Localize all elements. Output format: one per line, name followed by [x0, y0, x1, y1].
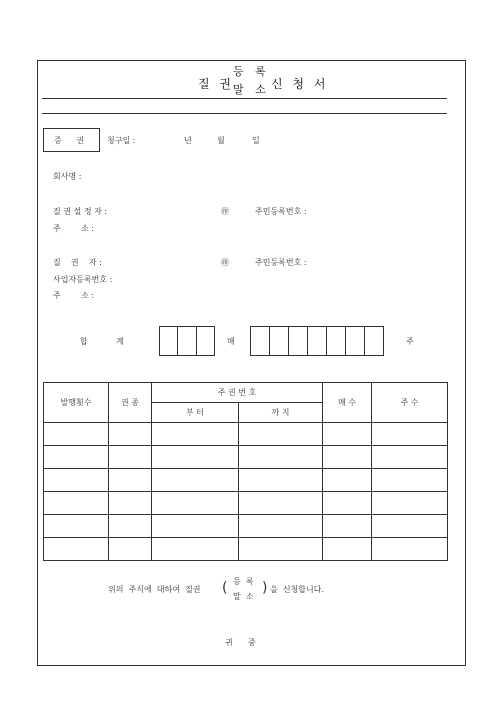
table-cell [109, 492, 152, 515]
header-cert-no: 주 권 번 호 [152, 383, 323, 403]
table-cell [109, 515, 152, 538]
table-cell [152, 423, 239, 446]
table-cell [323, 446, 372, 469]
table-cell [323, 538, 372, 561]
title-left: 질 권 [198, 77, 234, 91]
table-row [44, 515, 448, 538]
header-sheets: 매 수 [323, 383, 372, 423]
table-body [44, 423, 448, 561]
statement-right: 을 신청합니다. [270, 585, 324, 594]
table-cell [239, 492, 323, 515]
pledgee-label: 질 권 자 : [53, 258, 102, 267]
table-cell [323, 492, 372, 515]
header-from: 부 터 [152, 403, 239, 423]
title-rule-top [42, 98, 447, 99]
table-row [44, 538, 448, 561]
table-cell [152, 515, 239, 538]
shares-cell [308, 327, 327, 355]
header-issue-count: 발행횟수 [44, 383, 109, 423]
table-cell [372, 423, 448, 446]
title-stack-bottom: 말 소 [233, 83, 270, 96]
header-shares: 주 수 [372, 383, 448, 423]
statement-stack-top: 등 록 [233, 577, 254, 586]
pledgor-address-label: 주 소 : [53, 224, 95, 233]
table-cell [372, 469, 448, 492]
total-label: 합 [80, 337, 88, 346]
pledgee-id-label: 주민등록번호 : [255, 258, 307, 267]
shares-cells [250, 326, 384, 356]
table-cell [323, 423, 372, 446]
header-type: 권 종 [109, 383, 152, 423]
table-cell [44, 492, 109, 515]
title-rule-bottom [42, 113, 447, 114]
table-cell [239, 515, 323, 538]
table-row [44, 423, 448, 446]
header-to: 까 지 [239, 403, 323, 423]
table-cell [152, 538, 239, 561]
shares-cell [270, 327, 289, 355]
close-paren: ) [262, 580, 268, 596]
pledgor-label: 질 권 설 정 자 : [53, 207, 108, 216]
table-cell [372, 515, 448, 538]
pledgee-address-label: 주 소 : [53, 291, 95, 300]
table-cell [109, 538, 152, 561]
sheets-cell [160, 327, 178, 355]
shares-cell [289, 327, 308, 355]
table-cell [152, 469, 239, 492]
company-label: 회사명 : [53, 172, 82, 181]
table-cell [372, 538, 448, 561]
table-cell [44, 538, 109, 561]
shares-cell [346, 327, 365, 355]
shares-cell [365, 327, 383, 355]
shares-cell [327, 327, 346, 355]
stock-label: 증 권 [54, 136, 90, 145]
statement-stack-bottom: 말 소 [233, 592, 254, 601]
year-label: 년 [184, 136, 192, 145]
table-cell [372, 446, 448, 469]
table-cell [44, 469, 109, 492]
table-cell [239, 538, 323, 561]
table-cell [152, 492, 239, 515]
table-cell [239, 446, 323, 469]
table-cell [239, 423, 323, 446]
table-cell [239, 469, 323, 492]
month-label: 월 [217, 136, 225, 145]
addressee: 귀 중 [225, 638, 256, 647]
sheets-unit: 매 [227, 337, 235, 346]
table-cell [323, 469, 372, 492]
day-label: 일 [252, 136, 260, 145]
table-row [44, 446, 448, 469]
title-right: 신 청 서 [271, 77, 329, 91]
table-cell [109, 423, 152, 446]
pledgor-id-label: 주민등록번호 : [255, 207, 307, 216]
table-cell [44, 446, 109, 469]
pledgee-seal: ㊞ [221, 258, 229, 267]
business-no-label: 사업자등록번호 : [53, 275, 113, 284]
table-row [44, 469, 448, 492]
table-cell [44, 423, 109, 446]
certificate-table [43, 382, 448, 561]
pledgor-seal: ㊞ [221, 207, 229, 216]
table-cell [44, 515, 109, 538]
shares-unit: 주 [406, 337, 414, 346]
table-cell [323, 515, 372, 538]
table-cell [109, 446, 152, 469]
sheets-cell [197, 327, 214, 355]
request-date-label: 청구일 : [107, 136, 136, 145]
title-stack-top: 등 록 [233, 65, 270, 78]
table-row [44, 492, 448, 515]
sheets-cell [178, 327, 196, 355]
table-cell [109, 469, 152, 492]
table-cell [372, 492, 448, 515]
open-paren: ( [222, 580, 228, 596]
total-label-2: 계 [116, 337, 124, 346]
sheets-cells [159, 326, 215, 356]
shares-cell [251, 327, 270, 355]
table-cell [152, 446, 239, 469]
statement-left: 위의 주식에 대하여 질권 [108, 585, 201, 594]
